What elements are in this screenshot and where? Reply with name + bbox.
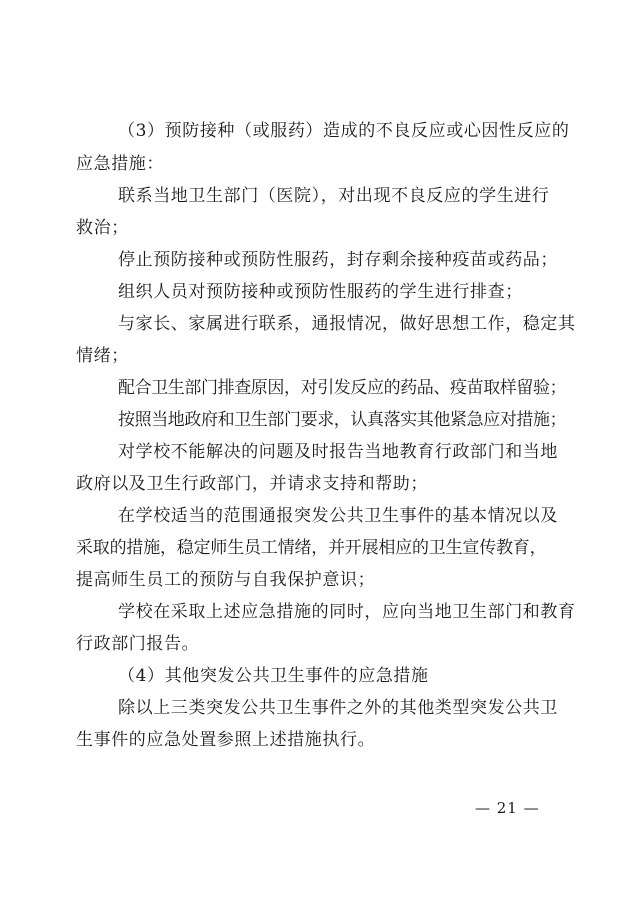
text-line: 行政部门报告。 (76, 634, 200, 654)
text-line: 提高师生员工的预防与自我保护意识； (76, 570, 376, 590)
text-line: 组织人员对预防接种或预防性服药的学生进行排查； (118, 282, 523, 302)
text-line: 停止预防接种或预防性服药，封存剩余接种疫苗或药品； (118, 250, 558, 270)
text-line: 配合卫生部门排查原因，对引发反应的药品、疫苗取样留验； (118, 378, 567, 398)
text-line: （3）预防接种（或服药）造成的不良反应或心因性反应的 (118, 121, 570, 141)
page-number: — 21 — (475, 799, 540, 817)
text-line: 在学校适当的范围通报突发公共卫生事件的基本情况以及 (118, 506, 558, 526)
text-line: 联系当地卫生部门（医院），对出现不良反应的学生进行 (118, 186, 550, 206)
text-line: 按照当地政府和卫生部门要求，认真落实其他紧急应对措施； (118, 410, 567, 430)
text-line: 情绪； (76, 346, 129, 366)
text-line: 采取的措施，稳定师生员工情绪，并开展相应的卫生宣传教育， (76, 538, 547, 558)
text-line: （4）其他突发公共卫生事件的应急措施 (118, 666, 429, 686)
text-line: 除以上三类突发公共卫生事件之外的其他类型突发公共卫 (118, 698, 558, 718)
text-line: 生事件的应急处置参照上述措施执行。 (76, 730, 376, 750)
text-line: 救治； (76, 218, 129, 238)
text-line: 政府以及卫生行政部门，并请求支持和帮助； (76, 474, 428, 494)
text-line: 与家长、家属进行联系，通报情况，做好思想工作，稳定其 (118, 314, 576, 334)
text-line: 应急措施： (76, 154, 164, 174)
text-line: 学校在采取上述应急措施的同时，应向当地卫生部门和教育 (118, 602, 576, 622)
text-line: 对学校不能解决的问题及时报告当地教育行政部门和当地 (118, 442, 558, 462)
